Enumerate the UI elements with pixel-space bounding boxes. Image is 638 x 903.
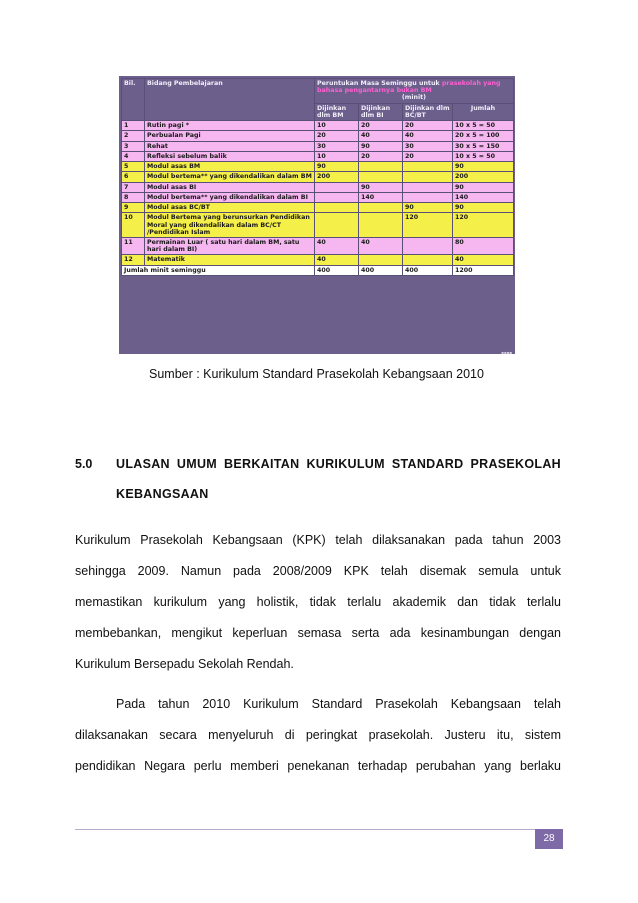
cell-bidang: Modul asas BM [145,162,315,172]
cell-bil: 6 [122,172,145,182]
total-bi: 400 [359,265,403,275]
paragraph-line: dilaksanakan secara menyeluruh di peringkat prasekolah. Justeru itu, sistem [75,728,561,742]
table-row [122,141,514,151]
header-bi: Dijinkan dlm BI [359,103,403,120]
cell-jumlah: 30 x 5 = 150 [453,141,514,151]
cell-bidang: Rehat [145,141,315,151]
cell-bm: 90 [315,162,359,172]
cell-bcbt: 20 [403,151,453,161]
cell-bm: 20 [315,131,359,141]
cell-bi: 90 [359,182,403,192]
curriculum-time-table [121,78,514,276]
header-group-highlight-2: yang bahasa pengantarnya bukan BM [317,80,501,95]
cell-jumlah: 90 [453,182,514,192]
cell-bm [315,213,359,238]
cell-jumlah: 80 [453,237,514,254]
cell-jumlah: 200 [453,172,514,182]
cell-bi [359,255,403,265]
cell-bm [315,203,359,213]
cell-bidang: Matematik [145,255,315,265]
image-watermark: ▪▪▪▪ [501,350,512,355]
cell-bcbt: 120 [403,213,453,238]
cell-bi: 90 [359,141,403,151]
table-total-row [122,265,514,275]
curriculum-table-image [119,76,515,354]
header-jumlah: Jumlah [453,103,514,120]
table-body [122,121,514,276]
cell-bi: 40 [359,237,403,254]
cell-jumlah: 140 [453,192,514,202]
cell-bi: 20 [359,151,403,161]
cell-bil: 2 [122,131,145,141]
cell-jumlah: 10 x 5 = 50 [453,151,514,161]
cell-jumlah: 40 [453,255,514,265]
cell-bcbt: 20 [403,121,453,131]
cell-bcbt: 40 [403,131,453,141]
total-jumlah: 1200 [453,265,514,275]
table-row [122,213,514,238]
total-label: Jumlah minit seminggu [122,265,315,275]
cell-bil: 12 [122,255,145,265]
cell-bi [359,203,403,213]
cell-bcbt [403,192,453,202]
cell-bidang: Modul asas BI [145,182,315,192]
cell-bidang: Permainan Luar ( satu hari dalam BM, satu hari dalam BI) [145,237,315,254]
cell-bcbt [403,162,453,172]
total-bcbt: 400 [403,265,453,275]
cell-bcbt [403,255,453,265]
page-number: 28 [543,833,555,844]
paragraph-line: Pada tahun 2010 Kurikulum Standard Prasekolah Kebangsaan telah [116,697,561,711]
cell-jumlah: 120 [453,213,514,238]
cell-bil: 8 [122,192,145,202]
paragraph-line: Kurikulum Bersepadu Sekolah Rendah. [75,657,294,671]
cell-bil: 4 [122,151,145,161]
cell-bm [315,182,359,192]
cell-bm: 30 [315,141,359,151]
cell-bidang: Refleksi sebelum balik [145,151,315,161]
total-bm: 400 [315,265,359,275]
cell-bm: 200 [315,172,359,182]
cell-bcbt: 30 [403,141,453,151]
cell-bil: 1 [122,121,145,131]
header-group-unit: (minit) [401,94,427,102]
cell-bidang: Modul Bertema yang berunsurkan Pendidikan Moral yang dikendalikan dalam BC/CT /Pendidikan Islam [145,213,315,238]
cell-jumlah: 90 [453,162,514,172]
paragraph-line: membebankan, mengikut keperluan semasa serta ada kesinambungan dengan [75,626,561,640]
cell-jumlah: 20 x 5 = 100 [453,131,514,141]
paragraph-line: memastikan kurikulum yang holistik, tidak terlalu akademik dan tidak terlalu [75,595,561,609]
header-group-highlight: prasekolah [441,80,481,87]
cell-bi: 20 [359,121,403,131]
cell-bidang: Rutin pagi * [145,121,315,131]
table-row [122,203,514,213]
header-group [315,79,514,104]
cell-bil: 5 [122,162,145,172]
section-number: 5.0 [75,457,93,471]
header-bcbt: Dijinkan dlm BC/BT [403,103,453,120]
cell-bi [359,213,403,238]
table-caption: Sumber : Kurikulum Standard Prasekolah Kebangsaan 2010 [149,367,484,381]
header-bil: Bil. [122,79,145,121]
header-bidang: Bidang Pembelajaran [145,79,315,121]
header-group-text: Peruntukan Masa Seminggu untuk [317,80,440,87]
table-row [122,172,514,182]
cell-bcbt [403,172,453,182]
cell-bi [359,162,403,172]
cell-bcbt: 90 [403,203,453,213]
table-row [122,131,514,141]
cell-bidang: Modul bertema** yang dikendalikan dalam BI [145,192,315,202]
table-row [122,255,514,265]
paragraph-line: Kurikulum Prasekolah Kebangsaan (KPK) telah dilaksanakan pada tahun 2003 [75,533,561,547]
table-row [122,121,514,131]
cell-bil: 11 [122,237,145,254]
cell-bcbt [403,182,453,192]
table-row [122,182,514,192]
cell-bi: 140 [359,192,403,202]
cell-bil: 10 [122,213,145,238]
paragraph-line: pendidikan Negara perlu memberi penekanan terhadap perubahan yang berlaku [75,759,561,773]
cell-bidang: Modul asas BC/BT [145,203,315,213]
cell-bidang: Perbualan Pagi [145,131,315,141]
cell-bm [315,192,359,202]
cell-bi: 40 [359,131,403,141]
cell-bi [359,172,403,182]
cell-jumlah: 10 x 5 = 50 [453,121,514,131]
cell-bcbt [403,237,453,254]
cell-bm: 10 [315,151,359,161]
table-row [122,151,514,161]
cell-bm: 40 [315,237,359,254]
cell-bil: 7 [122,182,145,192]
paragraph-line: sehingga 2009. Namun pada 2008/2009 KPK telah disemak semula untuk [75,564,561,578]
cell-jumlah: 90 [453,203,514,213]
table-row [122,237,514,254]
cell-bil: 9 [122,203,145,213]
footer-rule [75,829,563,830]
table-row [122,162,514,172]
header-bm: Dijinkan dlm BM [315,103,359,120]
cell-bidang: Modul bertema** yang dikendalikan dalam BM [145,172,315,182]
section-title-line-2: KEBANGSAAN [116,487,209,501]
section-title-line-1: ULASAN UMUM BERKAITAN KURIKULUM STANDARD PRASEKOLAH [116,457,561,471]
cell-bm: 40 [315,255,359,265]
table-row [122,192,514,202]
cell-bm: 10 [315,121,359,131]
cell-bil: 3 [122,141,145,151]
